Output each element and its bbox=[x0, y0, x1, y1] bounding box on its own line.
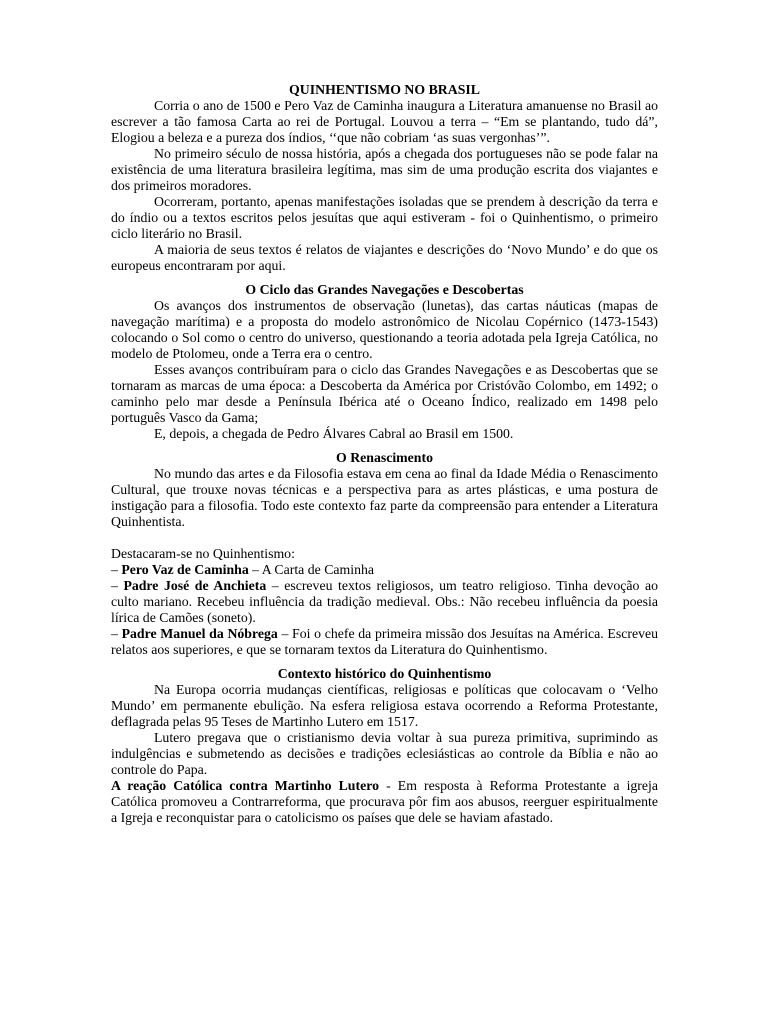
destaque-description: – A Carta de Caminha bbox=[248, 562, 375, 577]
document-page bbox=[111, 82, 658, 826]
section-heading-renascimento: O Renascimento bbox=[336, 450, 433, 465]
destaque-dash: – bbox=[111, 562, 122, 577]
intro-paragraph-4: A maioria de seus textos é relatos de viajantes e descrições do ‘Novo Mundo’ e do que os europeus encontraram por aqui. bbox=[111, 242, 658, 273]
destaque-item bbox=[111, 562, 658, 578]
contexto-paragraph-1: Na Europa ocorria mudanças científicas, religiosas e políticas que colocavam o ‘Velho Mundo’ em permanente ebulição. Na esfera religiosa estava ocorrendo a Reforma Protestante, deflagrada pelas 95 Teses de Martinho Lutero em 1517. bbox=[111, 682, 658, 729]
contexto-paragraph-3-text: - Em resposta à Reforma Protestante a igreja Católica promoveu a Contrarreforma, que procurava pôr fim aos abusos, reerguer espiritualmente a Igreja e reconquistar para o catolicismo os países que dele se haviam afastado. bbox=[111, 778, 658, 825]
spacer bbox=[111, 530, 658, 546]
spacer bbox=[111, 274, 658, 282]
section-heading-navegacoes: O Ciclo das Grandes Navegações e Descobertas bbox=[245, 282, 524, 297]
intro-paragraph-1: Corria o ano de 1500 e Pero Vaz de Caminha inaugura a Literatura amanuense no Brasil ao escrever a tão famosa Carta ao rei de Portugal. Louvou a terra – “Em se plantando, tudo dá”, Elogiou a beleza e a pureza dos índios, ‘‘que não cobriam ‘as suas vergonhas’”. bbox=[111, 98, 658, 145]
navegacoes-paragraph-3: E, depois, a chegada de Pedro Álvares Cabral ao Brasil em 1500. bbox=[154, 426, 514, 441]
destaque-dash: – bbox=[111, 626, 122, 641]
destaque-author-name: Pero Vaz de Caminha bbox=[121, 562, 249, 577]
destaque-author-name: Padre Manuel da Nóbrega bbox=[121, 626, 278, 641]
intro-paragraph-2: No primeiro século de nossa história, após a chegada dos portugueses não se pode falar na existência de uma literatura brasileira legítima, mas sim de uma produção escrita dos viajantes e dos primeiros moradores. bbox=[111, 146, 658, 193]
destaque-dash: – bbox=[111, 578, 124, 593]
destaque-description: – Foi o chefe da primeira missão dos Jesuítas na América. Escreveu relatos aos superiores, e que se tornaram textos da Literatura do Quinhentismo. bbox=[111, 626, 658, 657]
spacer bbox=[111, 658, 658, 666]
destaques-intro: Destacaram-se no Quinhentismo: bbox=[111, 546, 295, 561]
contexto-paragraph-2: Lutero pregava que o cristianismo devia voltar à sua pureza primitiva, suprimindo as indulgências e submetendo as decisões e tradições eclesiásticas ao controle da Bíblia e não ao controle do Papa. bbox=[111, 730, 658, 777]
spacer bbox=[111, 442, 658, 450]
destaque-description: – escreveu textos religiosos, um teatro religioso. Tinha devoção ao culto mariano. Recebeu influência da tradição medieval. Obs.: Não recebeu influência da poesia lírica de Camões (soneto). bbox=[111, 578, 658, 625]
destaque-item bbox=[111, 626, 658, 658]
navegacoes-paragraph-1: Os avanços dos instrumentos de observação (lunetas), das cartas náuticas (mapas de navegação marítima) e a proposta do modelo astronômico de Nicolau Copérnico (1473-1543) colocando o Sol como o centro do universo, questionando a teoria adotada pela Igreja Católica, no modelo de Ptolomeu, onde a Terra era o centro. bbox=[111, 298, 658, 361]
contexto-bold-lead: A reação Católica contra Martinho Lutero bbox=[111, 778, 379, 793]
intro-paragraph-3: Ocorreram, portanto, apenas manifestações isoladas que se prendem à descrição da terra e do índio ou a textos escritos pelos jesuítas que aqui estiveram - foi o Quinhentismo, o primeiro ciclo literário no Brasil. bbox=[111, 194, 658, 241]
destaque-item bbox=[111, 578, 658, 626]
contexto-paragraph-3 bbox=[111, 778, 658, 826]
renascimento-paragraph: No mundo das artes e da Filosofia estava em cena ao final da Idade Média o Renascimento Cultural, que trouxe novas técnicas e a perspectiva para as artes plásticas, e uma postura de instigação para a filosofia. Todo este contexto faz parte da compreensão para entender a Literatura Quinhentista. bbox=[111, 466, 658, 529]
section-heading-contexto: Contexto histórico do Quinhentismo bbox=[277, 666, 492, 681]
destaque-author-name: Padre José de Anchieta bbox=[123, 578, 267, 593]
navegacoes-paragraph-2: Esses avanços contribuíram para o ciclo das Grandes Navegações e as Descobertas que se tornaram as marcas de uma época: a Descoberta da América por Cristóvão Colombo, em 1492; o caminho pelo mar desde a Península Ibérica até o Oceano Índico, realizado em 1498 pelo português Vasco da Gama; bbox=[111, 362, 658, 425]
document-title: QUINHENTISMO NO BRASIL bbox=[289, 82, 480, 97]
